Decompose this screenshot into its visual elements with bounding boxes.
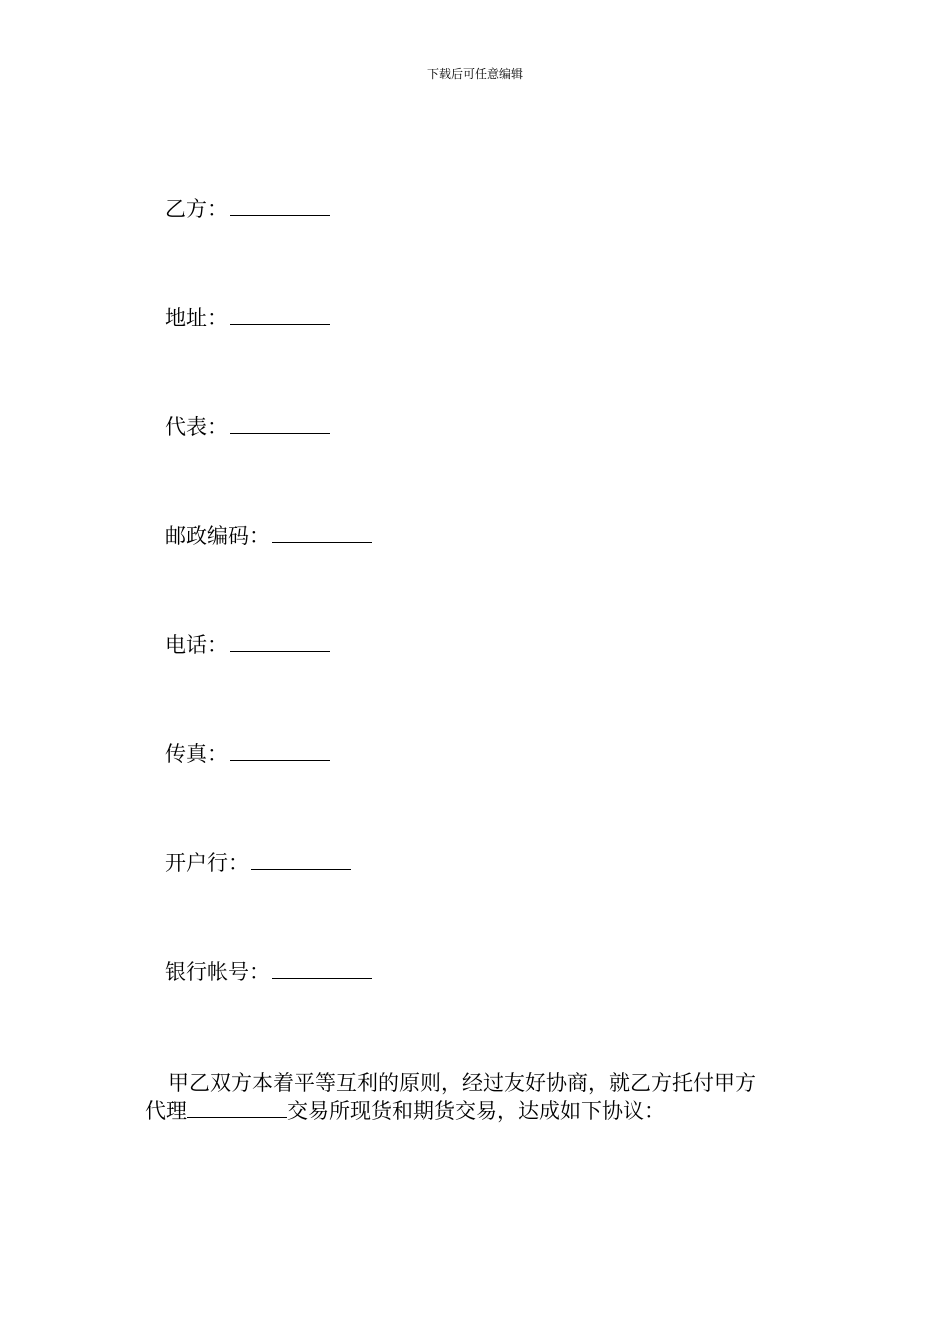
fill-in-blank[interactable] xyxy=(272,958,372,979)
field-label: 开户行： xyxy=(165,851,249,875)
field-fax xyxy=(165,740,330,768)
fill-in-blank[interactable] xyxy=(272,522,372,543)
agreement-line-2 xyxy=(145,1097,825,1125)
agreement-paragraph xyxy=(145,1069,825,1125)
agreement-line-2-suffix: 交易所现货和期货交易，达成如下协议： xyxy=(287,1099,665,1123)
agreement-line-1 xyxy=(145,1069,825,1097)
field-address xyxy=(165,304,330,332)
page-header: 下载后可任意编辑 xyxy=(426,67,523,81)
field-label: 地址： xyxy=(165,306,228,330)
field-label: 银行帐号： xyxy=(165,960,270,984)
field-bank-account xyxy=(165,958,372,986)
fill-in-blank[interactable] xyxy=(230,740,330,761)
field-label: 乙方： xyxy=(165,197,228,221)
exchange-name-blank[interactable] xyxy=(187,1097,287,1118)
field-label: 传真： xyxy=(165,742,228,766)
field-party-b xyxy=(165,195,330,223)
field-bank xyxy=(165,849,351,877)
field-label: 邮政编码： xyxy=(165,524,270,548)
field-phone xyxy=(165,631,330,659)
field-label: 代表： xyxy=(165,415,228,439)
fill-in-blank[interactable] xyxy=(230,631,330,652)
field-postal-code xyxy=(165,522,372,550)
field-representative xyxy=(165,413,330,441)
field-label: 电话： xyxy=(165,633,228,657)
fill-in-blank[interactable] xyxy=(230,304,330,325)
fill-in-blank[interactable] xyxy=(251,849,351,870)
fill-in-blank[interactable] xyxy=(230,195,330,216)
agreement-line-1-text: 甲乙双方本着平等互利的原则，经过友好协商，就乙方托付甲方 xyxy=(168,1071,756,1095)
fill-in-blank[interactable] xyxy=(230,413,330,434)
agreement-line-2-prefix: 代理 xyxy=(145,1099,187,1123)
